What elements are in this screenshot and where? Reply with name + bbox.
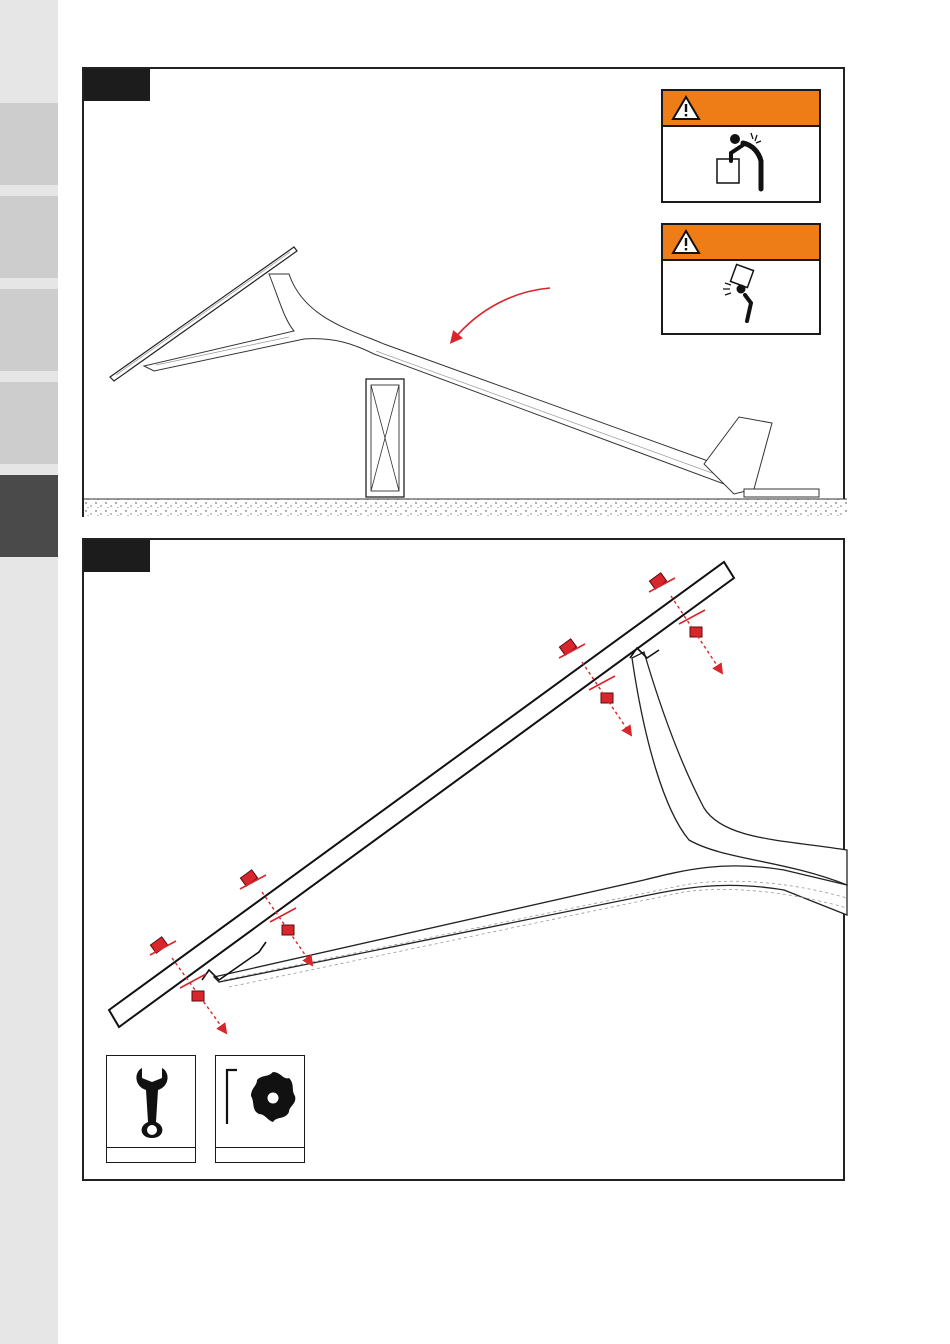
tool-card-wrench [106, 1055, 196, 1163]
warning-triangle-icon [671, 95, 701, 121]
upper-support-arm [632, 652, 847, 885]
wrench-icon [132, 1066, 172, 1140]
tool-card-torx [215, 1055, 305, 1163]
side-tab-3[interactable] [0, 289, 58, 371]
torx-key-icon [219, 1066, 303, 1140]
side-tab-2[interactable] [0, 196, 58, 278]
tool-label-area-torx [216, 1147, 304, 1162]
side-tab-4[interactable] [0, 382, 58, 464]
side-navigation-strip [0, 0, 58, 1344]
ground-surface [84, 499, 847, 517]
side-tab-1[interactable] [0, 103, 58, 185]
step-panel-1 [82, 67, 845, 517]
tool-label-area-wrench [107, 1147, 195, 1162]
warning-triangle-icon [671, 229, 701, 255]
rear-foot-fin [704, 417, 772, 494]
rotate-direction-arrow [454, 288, 550, 339]
step-panel-2 [82, 538, 845, 1181]
falling-object-hazard-icon [719, 265, 769, 325]
side-tab-5-active[interactable] [0, 475, 58, 557]
warning-card-falling [661, 223, 821, 335]
heavy-lifting-hazard-icon [711, 131, 781, 195]
warning-card-lifting [661, 89, 821, 203]
bolt-removal-illustration [84, 540, 847, 1183]
panel-rail [109, 562, 734, 1027]
